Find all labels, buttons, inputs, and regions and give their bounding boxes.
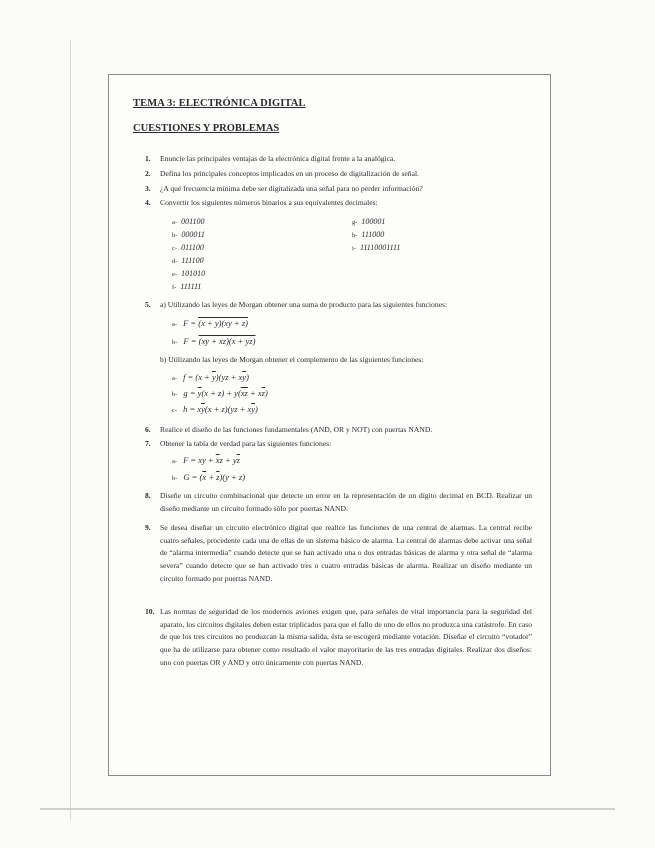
equation-5b-b: b- $g = \overline{y}(x + z) + y(\overline{xz} + x\overline{z})$ (172, 388, 268, 398)
binary-item: d- 111100 (172, 256, 204, 265)
equation-5a-a: a- F = (x + y)(xy + z) (172, 318, 248, 328)
question-text: Obtener la tabla de verdad para las siguientes funciones: (160, 439, 332, 448)
page-title: TEMA 3: ELECTRÓNICA DIGITAL (133, 98, 306, 109)
scan-edge-bottom (40, 808, 615, 810)
scan-edge-left (70, 40, 71, 820)
binary-item: b- 000011 (172, 230, 205, 239)
question-number: 8. (145, 491, 151, 500)
question-text: Diseñe un circuito combinacional que detecte un error en la representación de un dígito decimal en BCD. Realizar un diseño mediante un circuito formado sólo por puertas NAND. (160, 491, 532, 513)
question-number: 3. (145, 184, 151, 193)
equation-5b-c: c- $h = x\overline{y}(x + z)(yz + x\overline{y})$ (172, 404, 258, 414)
question-text: Se desea diseñar un circuito electrónico digital que realice las funciones de una central de alarmas. La central recibe cuatro señales, procedente cada una de ellas de un sistema básico de alarma. La central de alarmas debe activar una señal de “alarma intermedia” cuando detecte que se han activado una o dos entradas básicas de alarma y otra señal de “alarma severa” cuando detecte que se han activado tres o cuatro entradas básicas de alarma. Realizar un diseño mediante un circuito formado por puertas NAND. (160, 523, 532, 583)
equation-7-b: b- $G = (\overline{x} + \overline{z})(y + z)$ (172, 472, 246, 482)
question-text: b) Utilizando las leyes de Morgan obtener el complemento de las siguientes funciones: (160, 355, 424, 364)
question-text: ¿A qué frecuencia mínima debe ser digitalizada una señal para no perder información? (160, 184, 423, 193)
binary-item: i- 11110001111 (352, 243, 401, 252)
question-text: a) Utilizando las leyes de Morgan obtener una suma de producto para las siguientes funciones: (160, 300, 448, 309)
question-text: Convertir los siguientes números binarios a sus equivalentes decimales: (160, 198, 378, 207)
binary-item: e- 101010 (172, 269, 206, 278)
equation-5b-a: a- $f = (x + \overline{y})(yz + x\overline{y})$ (172, 372, 249, 382)
page-subtitle: CUESTIONES Y PROBLEMAS (133, 123, 280, 134)
binary-item: c- 011100 (172, 243, 204, 252)
binary-item: h- 111000 (352, 230, 385, 239)
question-text: Enuncie las principales ventajas de la electrónica digital frente a la analógica. (160, 154, 396, 163)
question-number: 5. (145, 300, 151, 309)
question-text: Defina los principales conceptos implicados en un proceso de digitalización de señal. (160, 169, 419, 178)
question-number: 9. (145, 523, 151, 532)
question-number: 1. (145, 154, 151, 163)
equation-5a-b: b- F = (xy + xz)(x + yz) (172, 336, 256, 346)
binary-item: a- 001100 (172, 217, 205, 226)
question-text: Las normas de seguridad de los modernos aviones exigen que, para señales de vital importancia para la seguridad del aparato, los circuitos digitales deben estar triplicados para que el fallo de uno de ellos no produzca una catástrofe. En caso de que los tres circuitos no produzcan la misma salida, ésta se escogerá mediante votación. Diseñar el circuito “votador” que ha de utilizarse para obtener como resultado el valor mayoritario de las tres entradas digitales. Realizar dos diseños: uno con puertas OR y AND y otro únicamente con puertas NAND. (160, 607, 532, 667)
question-number: 10. (145, 607, 155, 616)
question-number: 2. (145, 169, 151, 178)
equation-7-a: a- F = xy + $\overline{x}z + y\overline{z}$ (172, 455, 240, 465)
binary-item: g- 100001 (352, 217, 386, 226)
question-number: 6. (145, 425, 151, 434)
binary-item: f- 111111 (172, 282, 202, 291)
question-text: Realice el diseño de las funciones fundamentales (AND, OR y NOT) con puertas NAND. (160, 425, 433, 434)
question-number: 4. (145, 198, 151, 207)
question-number: 7. (145, 439, 151, 448)
